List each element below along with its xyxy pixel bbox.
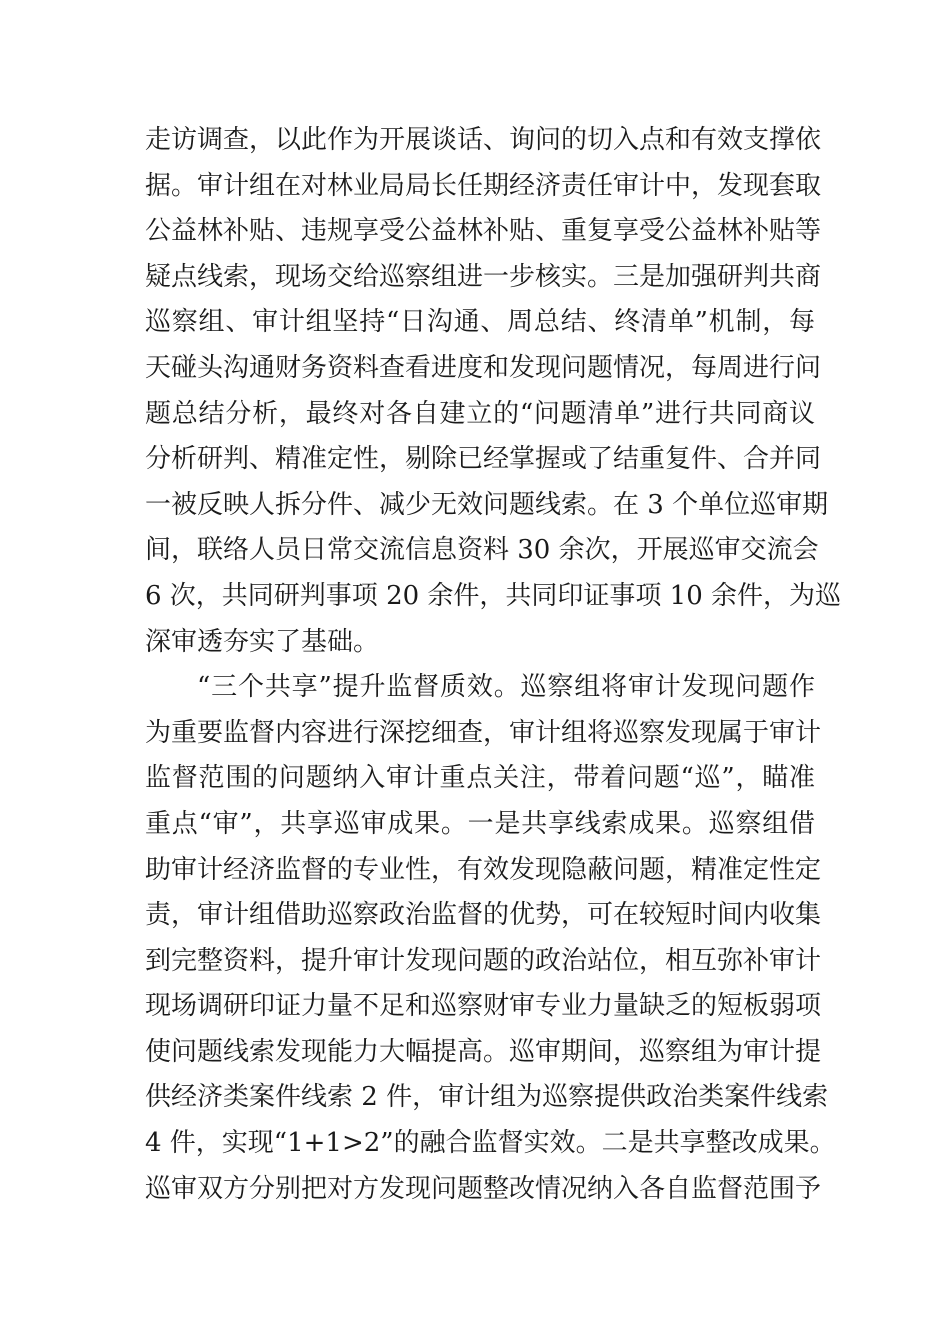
text-line: 走访调查，以此作为开展谈话、询问的切入点和有效支撑依	[145, 125, 822, 155]
text-line: 到完整资料，提升审计发现问题的政治站位，相互弥补审计	[145, 945, 822, 976]
text-line: 6 次，共同研判事项 20 余件，共同印证事项 10 余件，为巡	[145, 580, 842, 611]
text-line: 一被反映人拆分件、减少无效问题线索。在 3 个单位巡审期	[145, 489, 829, 520]
text-line: “三个共享”提升监督质效。巡察组将审计发现问题作	[197, 672, 815, 703]
text-line: 责，审计组借助巡察政治监督的优势，可在较短时间内收集	[145, 900, 822, 931]
text-line: 助审计经济监督的专业性，有效发现隐蔽问题，精准定性定	[145, 854, 822, 885]
body-text	[145, 118, 842, 1212]
text-line: 监督范围的问题纳入审计重点关注，带着问题“巡”，瞄准	[145, 763, 815, 794]
text-line: 题总结分析，最终对各自建立的“问题清单”进行共同商议	[145, 398, 815, 429]
text-line: 天碰头沟通财务资料查看进度和发现问题情况，每周进行问	[145, 352, 822, 383]
text-line: 分析研判、精准定性，剔除已经掌握或了结重复件、合并同	[145, 444, 822, 475]
text-line: 现场调研印证力量不足和巡察财审专业力量缺乏的短板弱项	[145, 991, 822, 1022]
text-line: 巡察组、审计组坚持“日沟通、周总结、终清单”机制，每	[145, 307, 815, 338]
text-line: 重点“审”，共享巡审成果。一是共享线索成果。巡察组借	[145, 808, 815, 839]
text-line: 深审透夯实了基础。	[145, 626, 380, 657]
text-line: 据。审计组在对林业局局长任期经济责任审计中，发现套取	[145, 170, 822, 201]
text-line: 间，联络人员日常交流信息资料 30 余次，开展巡审交流会	[145, 535, 819, 566]
text-line: 4 件，实现“1+1>2”的融合监督实效。二是共享整改成果。	[145, 1128, 836, 1159]
text-line: 公益林补贴、违规享受公益林补贴、重复享受公益林补贴等	[145, 216, 822, 247]
text-line: 使问题线索发现能力大幅提高。巡审期间，巡察组为审计提	[145, 1036, 822, 1067]
text-line: 疑点线索，现场交给巡察组进一步核实。三是加强研判共商	[145, 261, 822, 292]
text-line: 为重要监督内容进行深挖细查，审计组将巡察发现属于审计	[145, 717, 822, 748]
text-line: 巡审双方分别把对方发现问题整改情况纳入各自监督范围予	[145, 1173, 822, 1204]
text-line: 供经济类案件线索 2 件，审计组为巡察提供政治类案件线索	[145, 1082, 829, 1113]
